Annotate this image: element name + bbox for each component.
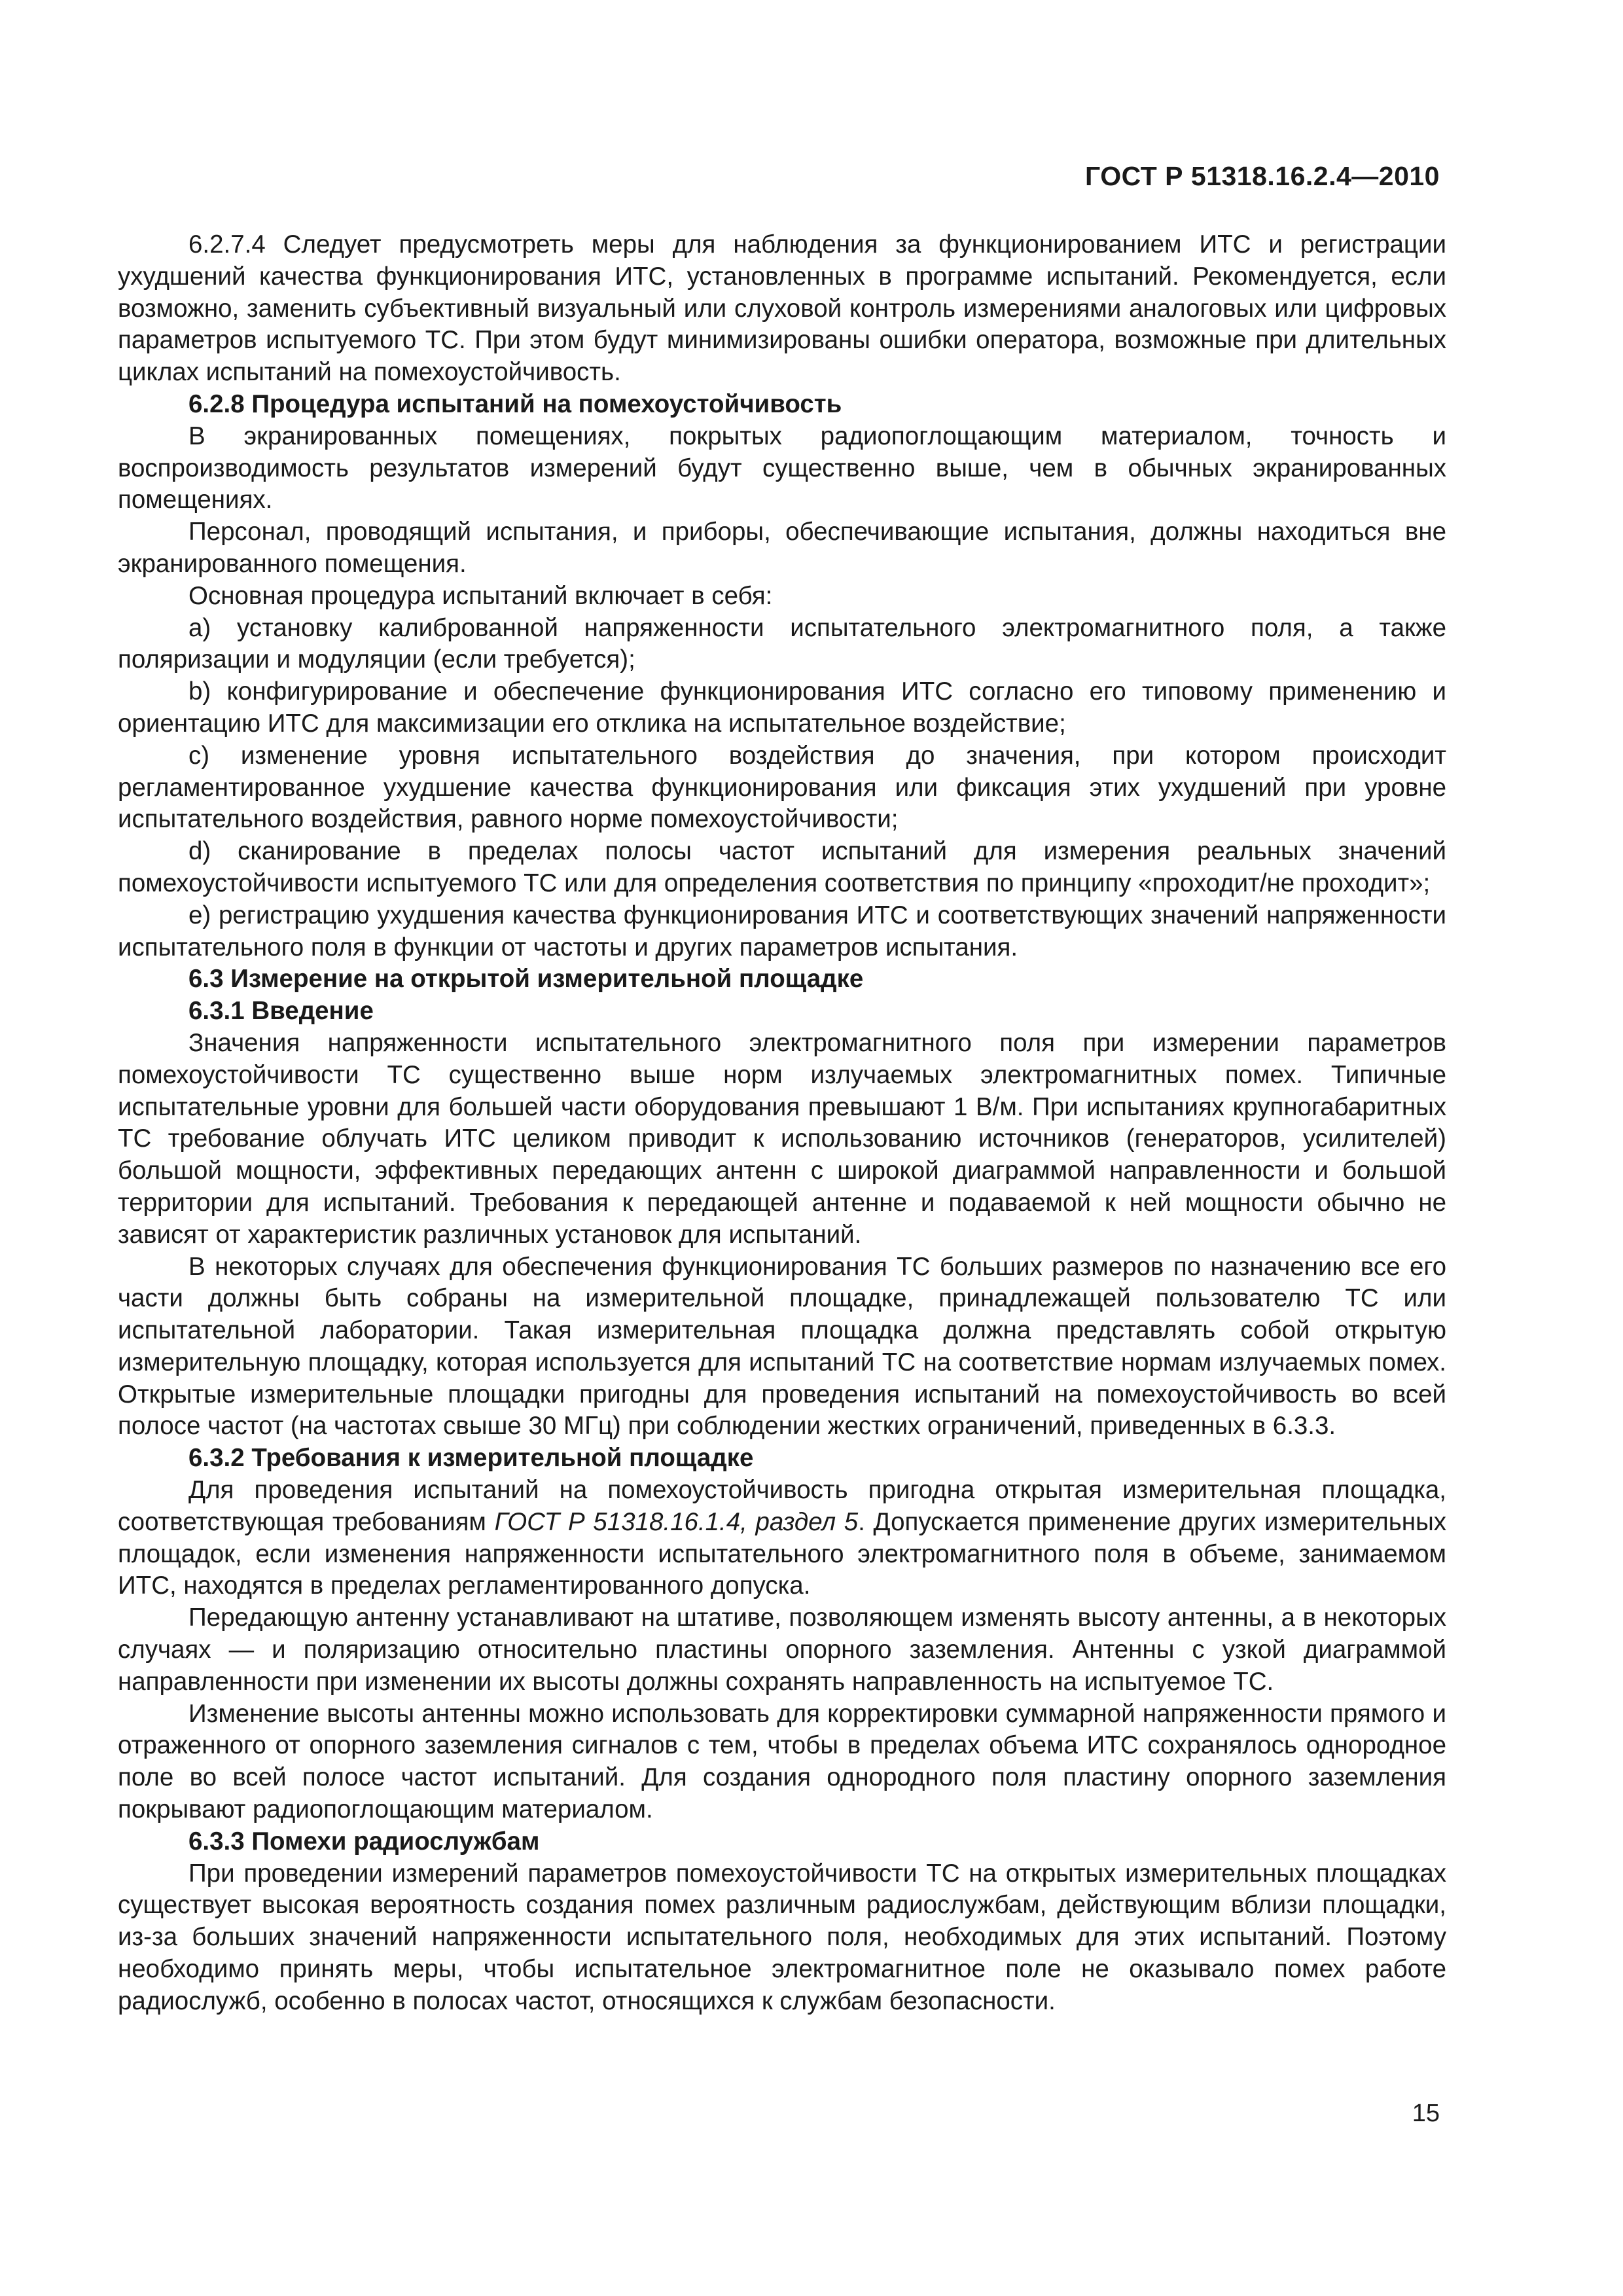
heading-6-3-1: 6.3.1 Введение (188, 997, 374, 1026)
document-body (118, 229, 1446, 2018)
paragraph-6-3-2-antenna-height: Изменение высоты антенны можно использовать для корректировки суммарной напряженности прямого и отраженного от опорного заземления сигналов с тем, чтобы в пределах объема ИТС сохранялось однородное поле во всей полосе частот испытаний. Для создания однородного поля пластину опорного заземления покрывают радиопоглощающим материалом. (118, 1699, 1446, 1824)
heading-6-3: 6.3 Измерение на открытой измерительной площадке (188, 965, 864, 994)
paragraph-6-2-8-shielded-rooms: В экранированных помещениях, покрытых радиопоглощающим материалом, точность и воспроизводимость результатов измерений будут существенно выше, чем в обычных экранированных помещениях. (118, 422, 1446, 514)
standard-reference: ГОСТ Р 51318.16.1.4, раздел 5 (494, 1507, 859, 1536)
list-item-d: d) сканирование в пределах полосы частот испытаний для измерения реальных значений помехоустойчивости испытуемого ТС или для определения соответствия по принципу «проходит/не проходит»; (118, 837, 1446, 897)
site-requirements-text-end: . Допускается применение других измерительных площадок, если изменения напряженности испытательного электромагнитного поля в объеме, занимаемом ИТС, находятся в пределах регламентированного допуска. (118, 1507, 1446, 1600)
paragraph-6-3-2-antenna-mount: Передающую антенну устанавливают на штативе, позволяющем изменять высоту антенны, а в некоторых случаях — и поляризацию относительно пластины опорного заземления. Антенны с узкой диаграммой направленности при изменении их высоты должны сохранять направленность на испытуемое ТС. (118, 1604, 1446, 1696)
heading-6-3-2: 6.3.2 Требования к измерительной площадке (188, 1444, 754, 1473)
paragraph-6-2-8-procedure-intro: Основная процедура испытаний включает в себя: (188, 581, 773, 610)
list-item-e: e) регистрацию ухудшения качества функционирования ИТС и соответствующих значений напряженности испытательного поля в функции от частоты и других параметров испытания. (118, 901, 1446, 961)
paragraph-6-3-1-field-strength: Значения напряженности испытательного электромагнитного поля при измерении параметров помехоустойчивости ТС существенно выше норм излучаемых электромагнитных помех. Типичные испытательные уровни для большей части оборудования превышают 1 В/м. При испытаниях крупногабаритных ТС требование облучать ИТС целиком приводит к использованию источников (генераторов, усилителей) большой мощности, эффективных передающих антенн с широкой диаграммой направленности и большой территории для испытаний. Требования к передающей антенне и подаваемой к ней мощности обычно не зависят от характеристик различных установок для испытаний. (118, 1028, 1446, 1249)
heading-6-3-3: 6.3.3 Помехи радиослужбам (188, 1827, 540, 1856)
site-requirements-text-start: Для проведения испытаний на помехоустойчивость пригодна открытая измерительная площадка, соответствующая требованиям (118, 1476, 1446, 1536)
list-item-b: b) конфигурирование и обеспечение функционирования ИТС согласно его типовому применению и ориентацию ИТС для максимизации его отклика на испытательное воздействие; (118, 677, 1446, 738)
paragraph-6-2-7-4: 6.2.7.4 Следует предусмотреть меры для наблюдения за функционированием ИТС и регистрации ухудшений качества функционирования ИТС, установленных в программе испытаний. Рекомендуется, если возможно, заменить субъективный визуальный или слуховой контроль измерениями аналоговых или цифровых параметров испытуемого ТС. При этом будут минимизированы ошибки оператора, возможные при длительных циклах испытаний на помехоустойчивость. (118, 230, 1446, 387)
paragraph-6-3-1-large-equipment: В некоторых случаях для обеспечения функционирования ТС больших размеров по назначению все его части должны быть собраны на измерительной площадке, принадлежащей пользователю ТС или испытательной лаборатории. Такая измерительная площадка должна представлять собой открытую измерительную площадку, которая используется для испытаний ТС на соответствие нормам излучаемых помех. Открытые измерительные площадки пригодны для проведения испытаний на помехоустойчивость во всей полосе частот (на частотах свыше 30 МГц) при соблюдении жестких ограничений, приведенных в 6.3.3. (118, 1252, 1446, 1441)
heading-6-2-8: 6.2.8 Процедура испытаний на помехоустойчивость (188, 389, 842, 418)
page-number: 15 (1412, 2100, 1440, 2127)
document-code-header: ГОСТ Р 51318.16.2.4—2010 (1085, 161, 1440, 191)
list-item-c: c) изменение уровня испытательного воздействия до значения, при котором происходит регламентированное ухудшение качества функционирования или фиксация этих ухудшений при уровне испытательного воздействия, равного норме помехоустойчивости; (118, 741, 1446, 834)
paragraph-6-3-2-site-requirements (118, 1475, 1446, 1602)
paragraph-6-3-3-radio-interference: При проведении измерений параметров помехоустойчивости ТС на открытых измерительных площадках существует высокая вероятность создания помех различным радиослужбам, действующим вблизи площадки, из-за больших значений напряженности испытательного поля, необходимых для этих испытаний. Поэтому необходимо принять меры, чтобы испытательное электромагнитное поле не оказывало помех работе радиослужб, особенно в полосах частот, относящихся к службам безопасности. (118, 1859, 1446, 2015)
list-item-a: a) установку калиброванной напряженности испытательного электромагнитного поля, а также поляризации и модуляции (если требуется); (118, 613, 1446, 674)
paragraph-6-2-8-personnel: Персонал, проводящий испытания, и приборы, обеспечивающие испытания, должны находиться вне экранированного помещения. (118, 518, 1446, 578)
